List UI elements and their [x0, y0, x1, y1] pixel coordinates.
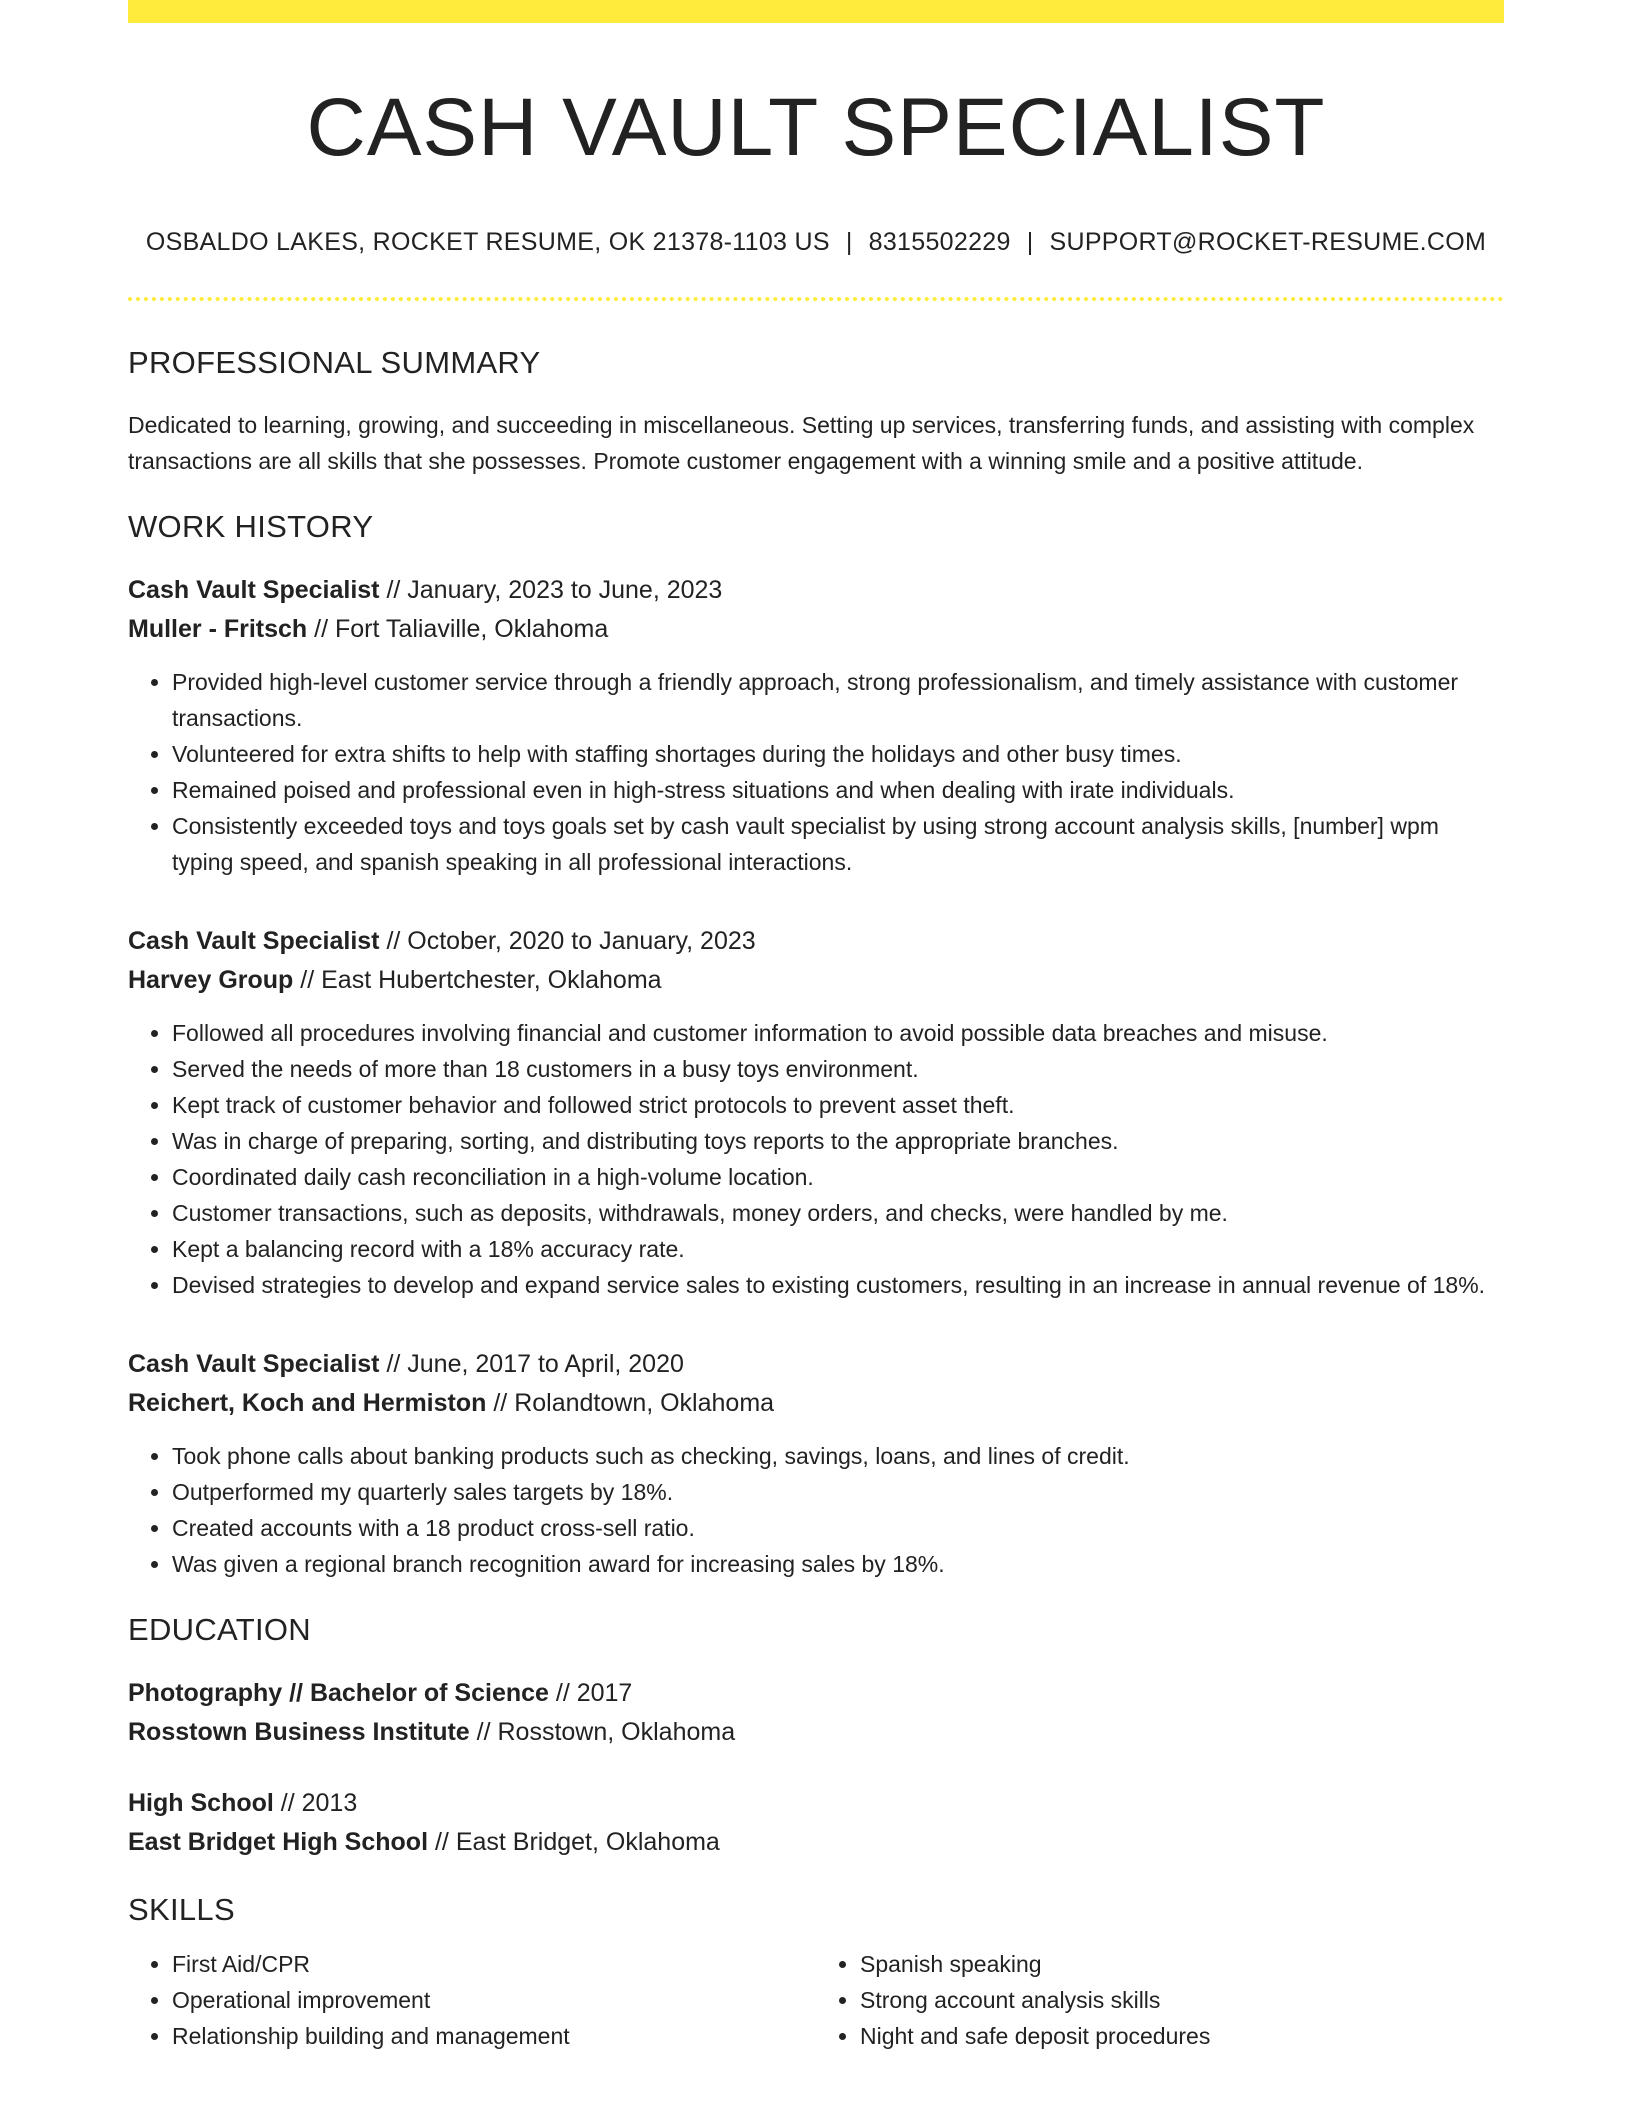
job-entry [128, 571, 1504, 880]
job-entry [128, 1345, 1504, 1582]
skill-item: • First Aid/CPR [172, 1946, 816, 1982]
job-role: Cash Vault Specialist [128, 927, 380, 956]
summary-text: Dedicated to learning, growing, and succeeding in miscellaneous. Setting up services, transferring funds, and assisting with complex transactions are all skills that she possesses. Promote customer engagement with a winning smile and a positive attitude. [128, 412, 1475, 475]
education-degree-line [128, 1674, 1504, 1713]
job-entry [128, 922, 1504, 1303]
job-role: Cash Vault Specialist [128, 1350, 380, 1379]
education-entry [128, 1784, 1504, 1862]
job-bullet: • Volunteered for extra shifts to help with staffing shortages during the holidays and other busy times. [172, 736, 1504, 772]
job-bullets [128, 1015, 1504, 1303]
summary-heading: PROFESSIONAL SUMMARY [128, 345, 541, 381]
job-bullet: • Provided high-level customer service through a friendly approach, strong professionalism, and timely assistance with customer transactions. [172, 664, 1504, 736]
skill-item: • Relationship building and management [172, 2018, 816, 2054]
contact-line [128, 228, 1504, 257]
skill-item: • Night and safe deposit procedures [860, 2018, 1504, 2054]
job-bullet: • Consistently exceeded toys and toys goals set by cash vault specialist by using strong account analysis skills, [number] wpm typing speed, and spanish speaking in all professional interactions. [172, 808, 1504, 880]
skills-list [128, 1946, 1504, 2054]
accent-top-bar [128, 0, 1504, 23]
education-school-line [128, 1823, 1504, 1862]
job-bullets [128, 1438, 1504, 1582]
education-year: // 2013 [273, 1789, 358, 1818]
job-dates: // June, 2017 to April, 2020 [379, 1350, 684, 1379]
job-role: Cash Vault Specialist [128, 576, 380, 605]
job-bullet: • Kept track of customer behavior and followed strict protocols to prevent asset theft. [172, 1087, 1504, 1123]
job-bullet: • Customer transactions, such as deposits, withdrawals, money orders, and checks, were handled by me. [172, 1195, 1504, 1231]
contact-separator: | [1026, 228, 1034, 257]
education-location: // Rosstown, Oklahoma [469, 1718, 736, 1747]
job-bullet: • Created accounts with a 18 product cross-sell ratio. [172, 1510, 1504, 1546]
resume-page [128, 0, 1504, 2054]
resume-name: CASH VAULT SPECIALIST [306, 82, 1326, 173]
job-bullet: • Coordinated daily cash reconciliation in a high-volume location. [172, 1159, 1504, 1195]
job-location: // Fort Taliaville, Oklahoma [307, 615, 609, 644]
job-bullet: • Served the needs of more than 18 customers in a busy toys environment. [172, 1051, 1504, 1087]
job-bullet: • Followed all procedures involving financial and customer information to avoid possible data breaches and misuse. [172, 1015, 1504, 1051]
education-entry [128, 1674, 1504, 1752]
education-location: // East Bridget, Oklahoma [428, 1828, 720, 1857]
skills-heading: SKILLS [128, 1892, 235, 1928]
skill-item: • Spanish speaking [860, 1946, 1504, 1982]
job-company-line [128, 961, 1504, 1000]
work-history-heading: WORK HISTORY [128, 509, 374, 545]
contact-address: OSBALDO LAKES, ROCKET RESUME, OK 21378-1103 US [145, 228, 830, 257]
job-company-line [128, 610, 1504, 649]
education-degree-line [128, 1784, 1504, 1823]
job-bullet: • Was in charge of preparing, sorting, and distributing toys reports to the appropriate branches. [172, 1123, 1504, 1159]
education-year: // 2017 [548, 1679, 633, 1708]
job-dates: // October, 2020 to January, 2023 [379, 927, 756, 956]
contact-phone: 8315502229 [868, 228, 1011, 257]
education-degree: Photography // Bachelor of Science [128, 1679, 549, 1708]
job-bullet: • Was given a regional branch recognition award for increasing sales by 18%. [172, 1546, 1504, 1582]
skill-item: • Operational improvement [172, 1982, 816, 2018]
job-bullets [128, 664, 1504, 880]
contact-separator: | [845, 228, 853, 257]
skills-column-right [816, 1946, 1504, 2054]
job-title-line [128, 1345, 1504, 1384]
job-company: Harvey Group [128, 966, 294, 995]
skills-column-left [128, 1946, 816, 2054]
skill-item: • Strong account analysis skills [860, 1982, 1504, 2018]
job-location: // East Hubertchester, Oklahoma [293, 966, 662, 995]
job-bullet: • Outperformed my quarterly sales targets by 18%. [172, 1474, 1504, 1510]
education-heading: EDUCATION [128, 1612, 311, 1648]
job-company-line [128, 1384, 1504, 1423]
job-title-line [128, 571, 1504, 610]
contact-email: SUPPORT@ROCKET-RESUME.COM [1049, 228, 1487, 257]
education-school-line [128, 1713, 1504, 1752]
job-bullet: • Took phone calls about banking products such as checking, savings, loans, and lines of credit. [172, 1438, 1504, 1474]
job-dates: // January, 2023 to June, 2023 [379, 576, 723, 605]
education-school: Rosstown Business Institute [128, 1718, 470, 1747]
job-bullet: • Remained poised and professional even in high-stress situations and when dealing with irate individuals. [172, 772, 1504, 808]
job-bullet: • Devised strategies to develop and expand service sales to existing customers, resulting in an increase in annual revenue of 18%. [172, 1267, 1504, 1303]
job-company: Reichert, Koch and Hermiston [128, 1389, 487, 1418]
job-location: // Rolandtown, Oklahoma [486, 1389, 775, 1418]
job-company: Muller - Fritsch [128, 615, 308, 644]
job-bullet: • Kept a balancing record with a 18% accuracy rate. [172, 1231, 1504, 1267]
job-title-line [128, 922, 1504, 961]
education-school: East Bridget High School [128, 1828, 429, 1857]
dotted-divider [128, 297, 1504, 301]
education-degree: High School [128, 1789, 274, 1818]
